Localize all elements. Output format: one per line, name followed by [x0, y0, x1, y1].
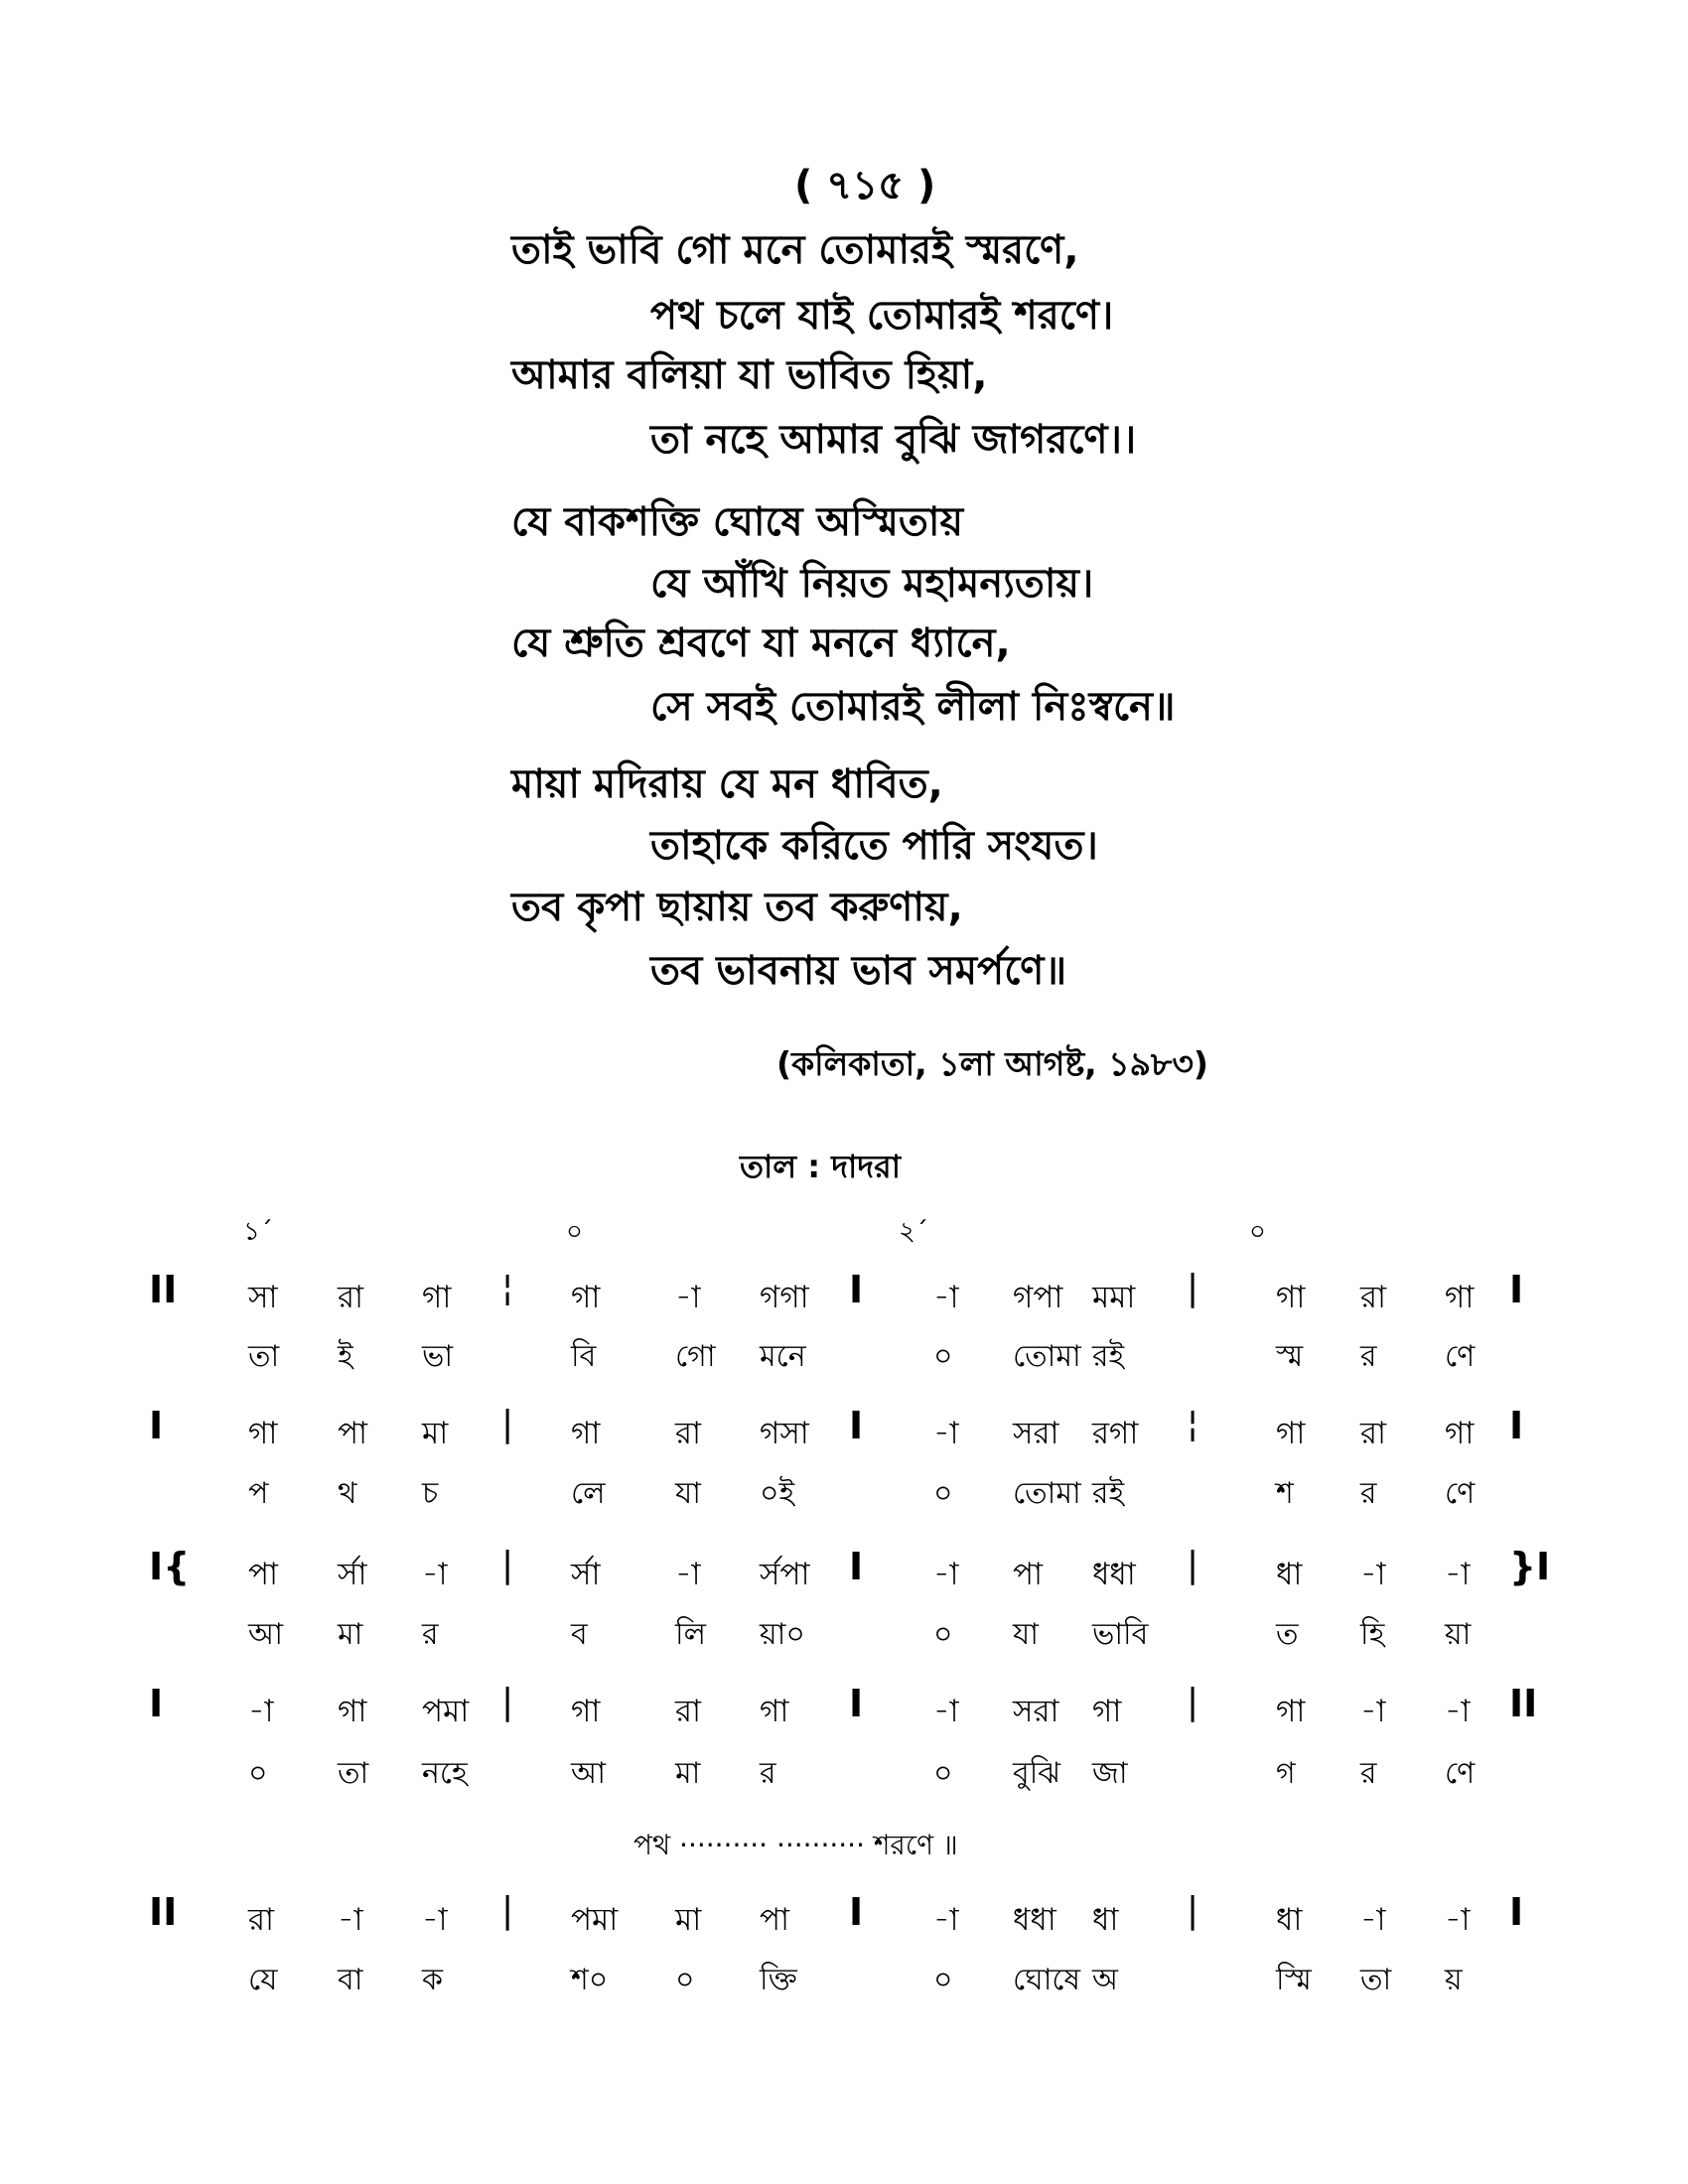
lyric-cell: লি — [675, 1617, 706, 1652]
refrain-line: পথ ·········· ·········· শরণে ॥ — [633, 1829, 958, 1861]
note-cell: -া — [933, 1280, 959, 1315]
note-cell: রা — [338, 1280, 364, 1315]
lyric-cell: শ০ — [571, 1963, 609, 1997]
bar-line: | — [1187, 1545, 1199, 1585]
note-cell: -া — [248, 1694, 274, 1729]
lyric-cell: স্ম — [1276, 1339, 1304, 1374]
bar-line: II — [1509, 1682, 1538, 1725]
verse-line-12: তব ভাবনায় ভাব সমর্পণে॥ — [650, 948, 1067, 994]
lyric-cell: লে — [571, 1476, 606, 1511]
note-cell: গসা — [760, 1416, 809, 1451]
verse-line-1: তাই ভাবি গো মনে তোমারই স্মরণে, — [511, 227, 1079, 273]
note-cell: র্সা — [571, 1557, 601, 1592]
verse-line-4: তা নহে আমার বুঝি জাগরণে।। — [650, 417, 1137, 463]
bar-line: | — [1187, 1890, 1199, 1931]
note-cell: রা — [248, 1902, 275, 1938]
bar-line: I — [849, 1268, 864, 1311]
lyric-cell: বি — [571, 1339, 597, 1374]
note-cell: -া — [1360, 1694, 1386, 1729]
lyric-cell: প — [248, 1476, 269, 1511]
lyric-cell: তোমা — [1013, 1339, 1081, 1374]
note-cell: ধা — [1092, 1902, 1119, 1938]
note-cell: গা — [760, 1694, 789, 1729]
lyric-cell: য়া০ — [760, 1617, 805, 1652]
note-cell: গা — [1276, 1280, 1306, 1315]
note-cell: -া — [338, 1902, 363, 1938]
lyric-cell: র — [760, 1756, 776, 1791]
bar-line: ¦ — [1187, 1404, 1199, 1444]
bar-line: I{ — [149, 1545, 191, 1588]
lyric-cell: হি — [1360, 1617, 1385, 1652]
lyric-cell: ক্তি — [760, 1963, 797, 1997]
lyric-cell: আ — [571, 1756, 606, 1791]
note-cell: -া — [933, 1694, 959, 1729]
tala-heading: তাল : দাদরা — [740, 1148, 901, 1185]
note-cell: -া — [1445, 1557, 1471, 1592]
bar-line: I — [849, 1545, 864, 1588]
lyric-cell: ত — [1276, 1617, 1299, 1652]
lyric-cell: ণে — [1445, 1476, 1476, 1511]
lyric-cell: ব — [571, 1617, 588, 1652]
lyric-cell: ঘোষে — [1013, 1963, 1080, 1997]
note-cell: গা — [1276, 1694, 1306, 1729]
lyric-cell: জা — [1092, 1756, 1128, 1791]
lyric-cell: যা — [675, 1476, 701, 1511]
note-cell: ধধা — [1013, 1902, 1056, 1938]
lyric-cell: ক — [422, 1963, 443, 1997]
lyric-cell: ০ — [248, 1756, 268, 1791]
note-cell: ধধা — [1092, 1557, 1136, 1592]
beat-mark-1: ১´ — [243, 1217, 273, 1247]
bar-line: | — [501, 1545, 514, 1585]
note-cell: পা — [1013, 1557, 1044, 1592]
bar-line: ¦ — [501, 1268, 514, 1308]
bar-line: | — [501, 1890, 514, 1931]
verse-line-8: সে সবই তোমারই লীলা নিঃস্বনে॥ — [650, 684, 1176, 730]
bar-line: II — [149, 1890, 178, 1934]
note-cell: ধা — [1276, 1557, 1303, 1592]
note-cell: রা — [1360, 1280, 1387, 1315]
bar-line: II — [149, 1268, 178, 1311]
lyric-cell: তা — [1360, 1963, 1392, 1997]
beat-mark-3: ২´ — [899, 1217, 928, 1247]
note-cell: ধা — [1276, 1902, 1303, 1938]
verse-line-11: তব কৃপা ছায়ায় তব করুণায়, — [511, 885, 963, 930]
bar-line: | — [501, 1404, 514, 1444]
lyric-cell: ০ই — [760, 1476, 795, 1511]
lyric-cell: তা — [338, 1756, 369, 1791]
lyric-cell: ০ — [675, 1963, 695, 1997]
note-cell: পমা — [571, 1902, 619, 1938]
note-cell: -া — [1445, 1902, 1471, 1938]
note-cell: রা — [675, 1694, 702, 1729]
note-cell: পা — [248, 1557, 279, 1592]
note-cell: -া — [1360, 1557, 1386, 1592]
note-cell: পমা — [422, 1694, 470, 1729]
bar-line: I — [149, 1404, 164, 1447]
lyric-cell: তোমা — [1013, 1476, 1081, 1511]
note-cell: পা — [760, 1902, 790, 1938]
note-cell: রা — [1360, 1416, 1387, 1451]
note-cell: -া — [933, 1902, 959, 1938]
bar-line: I — [849, 1890, 864, 1934]
note-cell: -া — [422, 1902, 448, 1938]
verse-line-2: পথ চলে যাই তোমারই শরণে। — [650, 293, 1114, 339]
lyric-cell: স্মি — [1276, 1963, 1312, 1997]
note-cell: গা — [1092, 1694, 1122, 1729]
lyric-cell: র — [422, 1617, 439, 1652]
verse-line-6: যে আঁখি নিয়ত মহামন্যতায়। — [650, 561, 1094, 607]
lyric-cell: বা — [338, 1963, 363, 1997]
lyric-cell: ভাবি — [1092, 1617, 1149, 1652]
note-cell: মমা — [1092, 1280, 1136, 1315]
lyric-cell: মনে — [760, 1339, 806, 1374]
lyric-cell: র — [1360, 1339, 1377, 1374]
note-cell: -া — [933, 1416, 959, 1451]
verse-line-5: যে বাকশক্তি ঘোষে অস্মিতায় — [511, 499, 964, 545]
lyric-cell: গো — [675, 1339, 716, 1374]
beat-mark-4: ০ — [1249, 1217, 1266, 1247]
lyric-cell: ণে — [1445, 1756, 1476, 1791]
note-cell: গা — [422, 1280, 452, 1315]
bar-line: | — [501, 1682, 514, 1722]
lyric-cell: চ — [422, 1476, 439, 1511]
lyric-cell: য়া — [1445, 1617, 1472, 1652]
note-cell: -া — [1445, 1694, 1471, 1729]
lyric-cell: র — [1360, 1756, 1377, 1791]
lyric-cell: ০ — [933, 1339, 953, 1374]
note-cell: সরা — [1013, 1694, 1059, 1729]
lyric-cell: ০ — [933, 1756, 953, 1791]
lyric-cell: য় — [1445, 1963, 1463, 1997]
bar-line: I — [1509, 1890, 1524, 1934]
lyric-cell: অ — [1092, 1963, 1118, 1997]
lyric-cell: রই — [1092, 1339, 1125, 1374]
note-cell: র্সা — [338, 1557, 367, 1592]
note-cell: র্সপা — [760, 1557, 810, 1592]
lyric-cell: ভা — [422, 1339, 454, 1374]
note-cell: গা — [571, 1694, 601, 1729]
note-cell: মা — [422, 1416, 449, 1451]
bar-line: I — [849, 1404, 864, 1447]
bar-line: | — [1187, 1268, 1199, 1308]
bar-line: I — [849, 1682, 864, 1725]
note-cell: -া — [933, 1557, 959, 1592]
verse-line-3: আমার বলিয়া যা ভাবিত হিয়া, — [511, 352, 988, 398]
note-cell: গা — [1445, 1416, 1475, 1451]
bar-line: }I — [1509, 1545, 1551, 1588]
lyric-cell: ০ — [933, 1963, 953, 1997]
bar-line: I — [1509, 1404, 1524, 1447]
note-cell: গা — [571, 1280, 601, 1315]
note-cell: পা — [338, 1416, 368, 1451]
note-cell: -া — [1360, 1902, 1386, 1938]
lyric-cell: গ — [1276, 1756, 1296, 1791]
lyric-cell: ০ — [933, 1617, 953, 1652]
bar-line: | — [1187, 1682, 1199, 1722]
lyric-cell: বুঝি — [1013, 1756, 1060, 1791]
lyric-cell: মা — [338, 1617, 363, 1652]
page-number: ( ৭১৫ ) — [794, 163, 936, 208]
note-cell: মা — [675, 1902, 702, 1938]
lyric-cell: ই — [338, 1339, 353, 1374]
bar-line: I — [1509, 1268, 1524, 1311]
note-cell: গা — [1445, 1280, 1475, 1315]
lyric-cell: নহে — [422, 1756, 468, 1791]
note-cell: -া — [675, 1557, 701, 1592]
lyric-cell: শ — [1276, 1476, 1294, 1511]
note-cell: -া — [422, 1557, 448, 1592]
note-cell: সা — [248, 1280, 278, 1315]
note-cell: সরা — [1013, 1416, 1059, 1451]
verse-line-7: যে শ্রুতি শ্রবণে যা মননে ধ্যানে, — [511, 620, 1011, 666]
lyric-cell: যে — [248, 1963, 278, 1997]
lyric-cell: মা — [675, 1756, 701, 1791]
note-cell: গা — [248, 1416, 278, 1451]
lyric-cell: যা — [1013, 1617, 1039, 1652]
note-cell: গা — [1276, 1416, 1306, 1451]
note-cell: গগা — [760, 1280, 809, 1315]
lyric-cell: ণে — [1445, 1339, 1476, 1374]
lyric-cell: র — [1360, 1476, 1377, 1511]
bar-line: I — [149, 1682, 164, 1725]
verse-line-9: মায়া মদিরায় যে মন ধাবিত, — [511, 761, 943, 807]
lyric-cell: রই — [1092, 1476, 1125, 1511]
note-cell: রগা — [1092, 1416, 1139, 1451]
note-cell: গা — [338, 1694, 367, 1729]
lyric-cell: থ — [338, 1476, 357, 1511]
beat-mark-2: ০ — [566, 1217, 583, 1247]
place-date: (কলিকাতা, ১লা আগষ্ট, ১৯৮৩) — [776, 1044, 1208, 1083]
verse-line-10: তাহাকে করিতে পারি সংযত। — [650, 823, 1098, 869]
note-cell: গপা — [1013, 1280, 1063, 1315]
lyric-cell: ০ — [933, 1476, 953, 1511]
note-cell: -া — [675, 1280, 701, 1315]
note-cell: গা — [571, 1416, 601, 1451]
lyric-cell: তা — [248, 1339, 280, 1374]
lyric-cell: আ — [248, 1617, 283, 1652]
note-cell: রা — [675, 1416, 702, 1451]
